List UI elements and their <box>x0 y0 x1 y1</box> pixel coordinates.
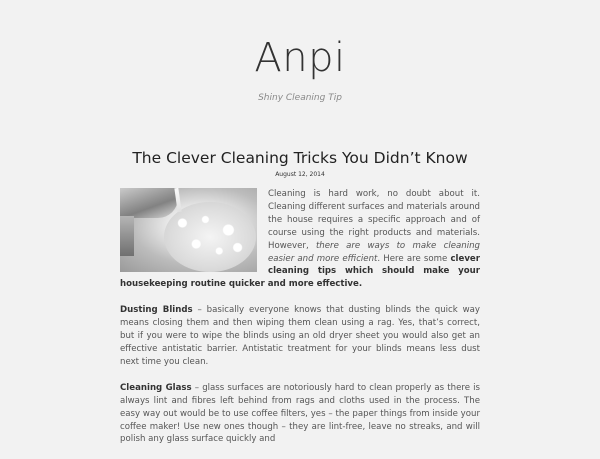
dusting-text: – basically everyone knows that dusting blinds the quick way means closing them and then wiping them clean using a rag. Yes, that’s correct, but if you were to wipe the blinds using an old dryer sheet you would also get an effective antistatic barrier. Antistatic treatment for your blinds means less dust next time you clean. <box>120 305 480 367</box>
foam-shape <box>164 202 256 272</box>
intro-italic: there are ways to make cleaning easier and more efficient <box>268 240 480 264</box>
glass-stem-shape <box>120 216 134 256</box>
intro-text-2: . Here are some <box>377 253 451 264</box>
post <box>120 148 480 459</box>
post-title[interactable]: The Clever Cleaning Tricks You Didn’t Know <box>132 149 468 167</box>
glass-heading: Cleaning Glass <box>120 382 192 393</box>
glass-paragraph <box>120 382 480 447</box>
post-body <box>120 188 480 446</box>
glass-text: – glass surfaces are notoriously hard to clean properly as there is always lint and fibres left behind from rags and cloths used in the process. The easy way out would be to use coffee filters, yes – the paper things from inside your coffee maker! Use new ones though – they are lint-free, leave no streaks, and will polish any glass surface quickly and <box>120 382 481 445</box>
dusting-paragraph <box>120 304 480 369</box>
dusting-heading: Dusting Blinds <box>120 305 193 316</box>
post-date[interactable]: August 12, 2014 <box>275 171 325 178</box>
intro-text-1: Cleaning is hard work, no doubt about it. Cleaning different surfaces and materials around the house requires a specific approach and of course using the right products and materials. However, <box>268 189 480 251</box>
post-image <box>120 188 257 272</box>
site-tagline: Shiny Cleaning Tip <box>258 93 342 103</box>
site-title[interactable]: Anpi <box>254 35 346 81</box>
water-stream-shape <box>174 188 181 212</box>
intro-bold: clever cleaning tips which should make your housekeeping routine quicker and more effective. <box>120 253 480 290</box>
glass-shape <box>120 188 178 218</box>
site-header <box>0 0 600 104</box>
